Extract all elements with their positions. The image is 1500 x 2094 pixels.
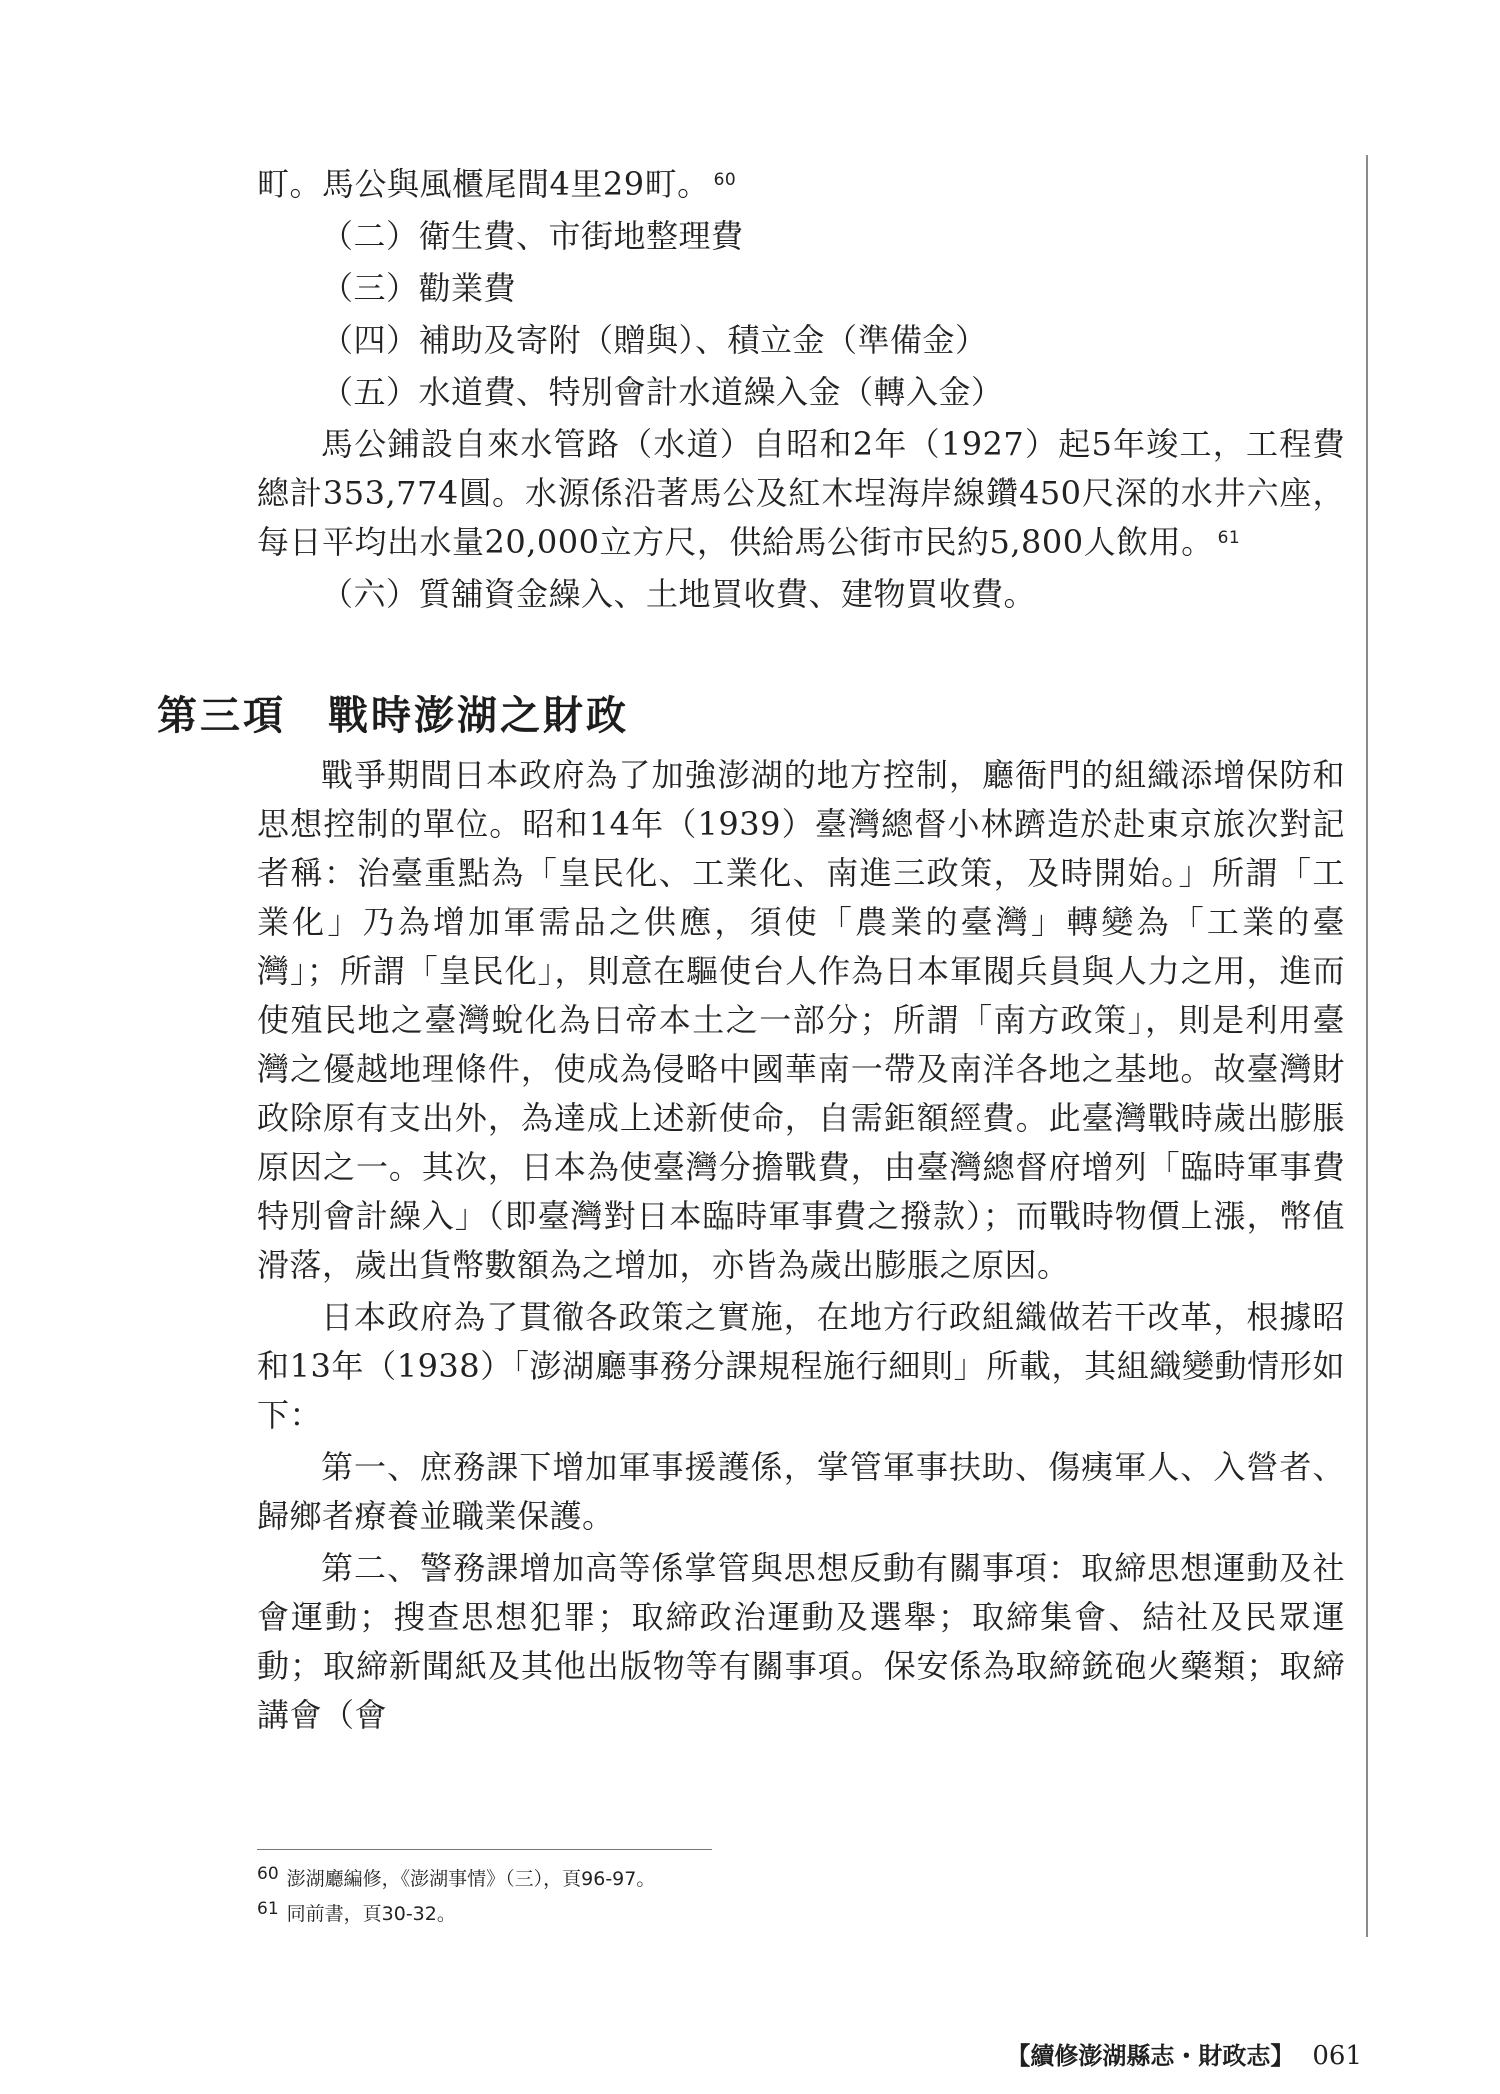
- paragraph-admin-reform: 日本政府為了貫徹各政策之實施，在地方行政組織做若干改革，根據昭和13年（1938）「澎湖廳事務分課規程施行細則」所載，其組織變動情形如下：: [257, 1298, 1345, 1434]
- page-number: 061: [1312, 2041, 1362, 2071]
- list-item-industry: （三）勸業費: [321, 269, 517, 307]
- footnote-61: 61 同前書，頁30-32。: [257, 1899, 456, 1925]
- paragraph-continuation: 町。馬公與風櫃尾間4里29町。 $^{60}$: [257, 165, 737, 203]
- section-body: [257, 751, 1345, 1740]
- list-item-waterworks: （五）水道費、特別會計水道繰入金（轉入金）: [321, 373, 1004, 411]
- paragraph-waterworks-detail: 馬公鋪設自來水管路（水道）自昭和2年（1927）起5年竣工，工程費總計353,774圓。水源係沿著馬公及紅木埕海岸線鑽450尺深的水井六座，每日平均出水量20,000立方尺，供給馬公街市民約5,800人飲用。 $^{61}$: [257, 425, 1345, 561]
- footnote-ref-60: 60: [713, 170, 737, 190]
- list-item-hygiene: （二）衛生費、市街地整理費: [321, 217, 744, 255]
- footnote-60: 60 澎湖廳編修，《澎湖事情》（三），頁96-97。: [257, 1864, 656, 1890]
- section-label: 第三項: [157, 693, 286, 739]
- footnote-divider: [257, 1849, 712, 1850]
- footnote-ref-61: 61: [1217, 528, 1241, 548]
- book-title: 【續修澎湖縣志・財政志】: [1006, 2041, 1295, 2070]
- list-item-pawnshop: （六）質舖資金繰入、土地買收費、建物買收費。: [321, 575, 1037, 613]
- section-heading: [157, 686, 629, 746]
- list-item-subsidy: （四）補助及寄附（贈與）、積立金（準備金）: [321, 321, 988, 359]
- page-edge-rule: [1366, 155, 1368, 1937]
- footnotes: [257, 1862, 655, 1932]
- top-text-block: [257, 160, 1345, 619]
- paragraph-wartime-overview: 戰爭期間日本政府為了加強澎湖的地方控制，廳衙門的組織添增保防和思想控制的單位。昭和14年（1939）臺灣總督小林躋造於赴東京旅次對記者稱：治臺重點為「皇民化、工業化、南進三政策，及時開始。」所謂「工業化」乃為增加軍需品之供應，須使「農業的臺灣」轉變為「工業的臺灣」；所謂「皇民化」，則意在驅使台人作為日本軍閥兵員與人力之用，進而使殖民地之臺灣蛻化為日帝本土之一部分；所謂「南方政策」，則是利用臺灣之優越地理條件，使成為侵略中國華南一帶及南洋各地之基地。故臺灣財政除原有支出外，為達成上述新使命，自需鉅額經費。此臺灣戰時歲出膨脹原因之一。其次，日本為使臺灣分擔戰費，由臺灣總督府增列「臨時軍事費特別會計繰入」（即臺灣對日本臨時軍事費之撥款）；而戰時物價上漲，幣值滑落，歲出貨幣數額為之增加，亦皆為歲出膨脹之原因。: [257, 756, 1345, 1284]
- paragraph-police-affairs: 第二、警務課增加高等係掌管與思想反動有關事項：取締思想運動及社會運動；搜查思想犯罪；取締政治運動及選舉；取締集會、結社及民眾運動；取締新聞紙及其他出版物等有關事項。保安係為取締銃砲火藥類；取締講會（會: [257, 1549, 1345, 1734]
- running-footer: [1006, 2036, 1362, 2071]
- paragraph-general-affairs: 第一、庶務課下增加軍事援護係，掌管軍事扶助、傷痍軍人、入營者、歸鄉者療養並職業保護。: [257, 1448, 1345, 1535]
- section-title: 戰時澎湖之財政: [328, 693, 629, 739]
